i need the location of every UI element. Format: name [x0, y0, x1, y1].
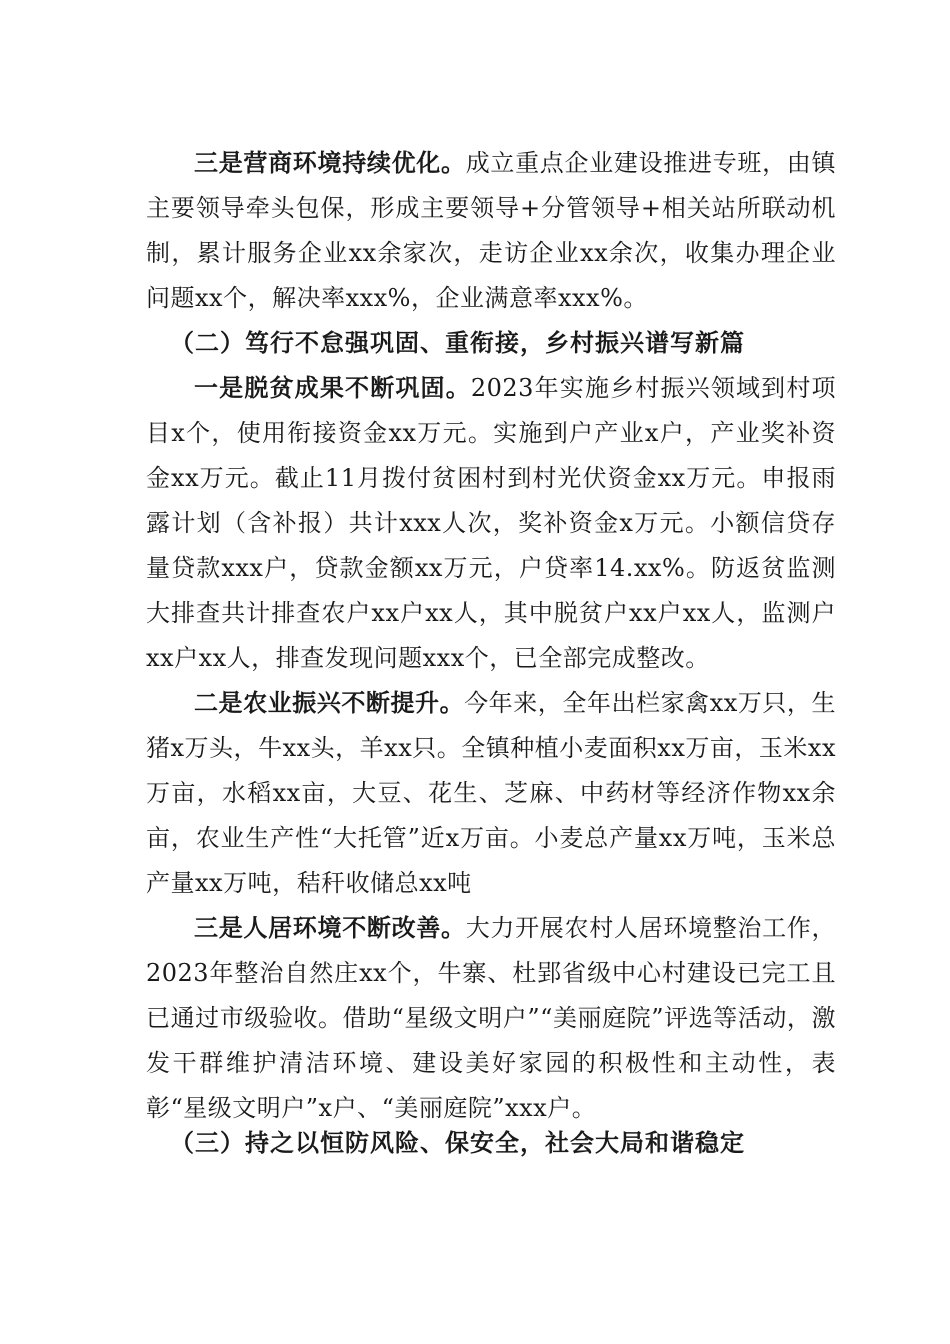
paragraph-lead: 三是营商环境持续优化。: [194, 148, 466, 177]
paragraph-lead: 一是脱贫成果不断巩固。: [194, 373, 471, 402]
paragraph-body: 大力开展农村人居环境整治工作，2023年整治自然庄xx个，牛寨、杜郢省级中心村建设已完工且已通过市级验收。借助“星级文明户”“美丽庭院”评选等活动，激发干群维护清洁环境、建设美好家园的积极性和主动性，表彰“星级文明户”x户、“美丽庭院”xxx户。: [146, 914, 837, 1122]
paragraph-body: 2023年实施乡村振兴领域到村项目x个，使用衔接资金xx万元。实施到户产业x户，产业奖补资金xx万元。截止11月拨付贫困村到村光伏资金xx万元。申报雨露计划（含补报）共计xxx人次，奖补资金x万元。小额信贷存量贷款xxx户，贷款金额xx万元，户贷率14.xx%。防返贫监测大排查共计排查农户xx户xx人，其中脱贫户xx户xx人，监测户xx户xx人，排查发现问题xxx个，已全部完成整改。: [146, 374, 836, 672]
paragraph-lead: 二是农业振兴不断提升。: [194, 688, 465, 717]
paragraph-living-environment: [146, 905, 836, 1131]
section-heading-rural-revitalization: （二）笃行不怠强巩固、重衔接，乡村振兴谱写新篇: [170, 328, 745, 357]
section-heading-risk-prevention: （三）持之以恒防风险、保安全，社会大局和谐稳定: [170, 1128, 745, 1157]
paragraph-body: 今年来，全年出栏家禽xx万只，生猪x万头，牛xx头，羊xx只。全镇种植小麦面积xx万亩，玉米xx万亩，水稻xx亩，大豆、花生、芝麻、中药材等经济作物xx余亩，农业生产性“大托管”近x万亩。小麦总产量xx万吨，玉米总产量xx万吨，秸秆收储总xx吨: [146, 689, 836, 897]
paragraph-lead: 三是人居环境不断改善。: [194, 913, 466, 942]
paragraph-body: 成立重点企业建设推进专班，由镇主要领导牵头包保，形成主要领导+分管领导+相关站所联动机制，累计服务企业xx余家次，走访企业xx余次，收集办理企业问题xx个，解决率xxx%，企业满意率xxx%。: [146, 149, 837, 312]
paragraph-business-environment: [146, 140, 836, 321]
paragraph-agriculture: [146, 680, 836, 906]
paragraph-poverty-consolidation: [146, 365, 836, 681]
